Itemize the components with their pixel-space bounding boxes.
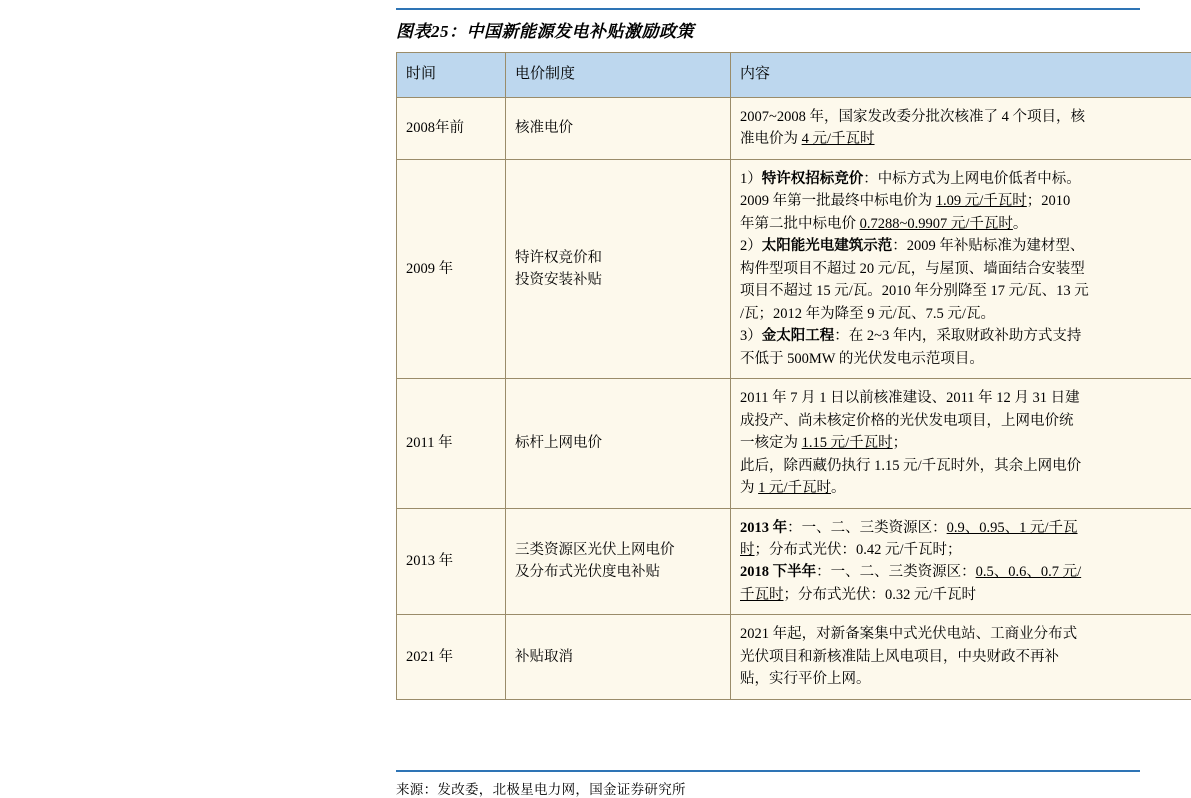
content-segment: 金太阳工程 — [762, 328, 835, 344]
policy-line: 三类资源区光伏上网电价 — [515, 539, 721, 561]
content-line — [740, 668, 1186, 690]
content-line — [740, 410, 1186, 432]
content-segment: 1.09 元/千瓦时 — [936, 193, 1027, 209]
content-line — [740, 646, 1186, 668]
cell-time: 2013 年 — [397, 508, 506, 615]
header-time: 时间 — [397, 53, 506, 98]
figure-title: 图表25：中国新能源发电补贴激励政策 — [396, 10, 1140, 46]
policy-line: 特许权竞价和 — [515, 247, 721, 269]
content-line — [740, 561, 1186, 583]
content-line — [740, 168, 1186, 190]
table-header-row — [397, 53, 1191, 98]
table-row — [397, 379, 1191, 508]
content-segment: 时 — [740, 542, 755, 558]
table-row — [397, 159, 1191, 378]
table-header — [397, 53, 1191, 98]
content-segment: 0.9、0.95、1 元/千瓦 — [947, 520, 1078, 536]
content-segment: /瓦；2012 年为降至 9 元/瓦、7.5 元/瓦。 — [740, 306, 995, 322]
content-segment: 不低于 500MW 的光伏发电示范项目。 — [740, 351, 984, 367]
content-segment: 此后，除西藏仍执行 1.15 元/千瓦时外，其余上网电价 — [740, 458, 1081, 474]
content-segment: 2013 年 — [740, 520, 787, 536]
cell-policy — [506, 159, 731, 378]
cell-policy: 标杆上网电价 — [506, 379, 731, 508]
content-line — [740, 258, 1186, 280]
content-line — [740, 325, 1186, 347]
content-line — [740, 477, 1186, 499]
content-segment: ；分布式光伏：0.32 元/千瓦时 — [784, 587, 977, 603]
policy-line: 及分布式光伏度电补贴 — [515, 561, 721, 583]
cell-content — [731, 615, 1191, 699]
policy-table — [396, 52, 1191, 700]
content-segment: 项目不超过 15 元/瓦。2010 年分别降至 17 元/瓦、13 元 — [740, 283, 1089, 299]
content-segment: 2011 年 7 月 1 日以前核准建设、2011 年 12 月 31 日建 — [740, 390, 1080, 406]
table-row — [397, 98, 1191, 160]
figure-title-block — [396, 8, 1140, 46]
table-row — [397, 508, 1191, 615]
content-line — [740, 387, 1186, 409]
table-row — [397, 615, 1191, 699]
content-line — [740, 348, 1186, 370]
header-content: 内容 — [731, 53, 1191, 98]
content-line — [740, 213, 1186, 235]
content-segment: 构件型项目不超过 20 元/瓦，与屋顶、墙面结合安装型 — [740, 261, 1085, 277]
content-segment: 1.15 元/千瓦时 — [802, 435, 893, 451]
cell-content — [731, 159, 1191, 378]
content-segment: 2） — [740, 238, 762, 254]
content-segment: 3） — [740, 328, 762, 344]
content-segment: 1 元/千瓦时 — [758, 480, 831, 496]
content-line — [740, 517, 1186, 539]
content-segment: ：2009 年补贴标准为建材型、 — [892, 238, 1084, 254]
content-segment: 为 — [740, 480, 758, 496]
content-segment: 0.5、0.6、0.7 元/ — [976, 564, 1082, 580]
content-segment: 光伏项目和新核准陆上风电项目，中央财政不再补 — [740, 649, 1059, 665]
source-note: 来源：发改委，北极星电力网，国金证券研究所 — [396, 772, 1140, 798]
source-block — [396, 770, 1140, 798]
content-line — [740, 584, 1186, 606]
content-segment: ；分布式光伏：0.42 元/千瓦时； — [755, 542, 962, 558]
content-segment: 2018 下半年 — [740, 564, 816, 580]
content-line — [740, 432, 1186, 454]
content-segment: ； — [893, 435, 908, 451]
content-segment: ：一、二、三类资源区： — [787, 520, 947, 536]
content-line — [740, 539, 1186, 561]
content-segment: 太阳能光电建筑示范 — [762, 238, 893, 254]
content-line — [740, 235, 1186, 257]
content-segment: ：中标方式为上网电价低者中标。 — [863, 171, 1081, 187]
cell-policy: 补贴取消 — [506, 615, 731, 699]
policy-line: 投资安装补贴 — [515, 269, 721, 291]
content-segment: 年第二批中标电价 — [740, 216, 860, 232]
content-segment: 2007~2008 年，国家发改委分批次核准了 4 个项目，核 — [740, 109, 1085, 125]
content-segment: 。 — [831, 480, 846, 496]
header-policy: 电价制度 — [506, 53, 731, 98]
content-segment: 0.7288~0.9907 元/千瓦时 — [860, 216, 1013, 232]
content-line — [740, 106, 1186, 128]
content-segment: 2009 年第一批最终中标电价为 — [740, 193, 936, 209]
cell-content — [731, 379, 1191, 508]
cell-time: 2011 年 — [397, 379, 506, 508]
content-line — [740, 303, 1186, 325]
content-segment: 特许权招标竞价 — [762, 171, 864, 187]
content-segment: 2021 年起，对新备案集中式光伏电站、工商业分布式 — [740, 626, 1077, 642]
content-segment: 1） — [740, 171, 762, 187]
content-line — [740, 190, 1186, 212]
cell-content — [731, 508, 1191, 615]
cell-policy — [506, 508, 731, 615]
content-segment: 千瓦时 — [740, 587, 784, 603]
content-segment: 一核定为 — [740, 435, 802, 451]
content-segment: ：一、二、三类资源区： — [816, 564, 976, 580]
table-body — [397, 98, 1191, 700]
content-segment: ；2010 — [1027, 193, 1071, 209]
content-line — [740, 280, 1186, 302]
content-line — [740, 128, 1186, 150]
cell-time: 2021 年 — [397, 615, 506, 699]
content-segment: 。 — [1013, 216, 1028, 232]
content-segment: 准电价为 — [740, 131, 802, 147]
cell-policy: 核准电价 — [506, 98, 731, 160]
content-line — [740, 623, 1186, 645]
cell-content — [731, 98, 1191, 160]
cell-time: 2008年前 — [397, 98, 506, 160]
cell-time: 2009 年 — [397, 159, 506, 378]
content-segment: 4 元/千瓦时 — [802, 131, 875, 147]
content-line — [740, 455, 1186, 477]
content-segment: ：在 2~3 年内，采取财政补助方式支持 — [834, 328, 1081, 344]
content-segment: 成投产、尚未核定价格的光伏发电项目，上网电价统 — [740, 413, 1074, 429]
content-segment: 贴，实行平价上网。 — [740, 671, 871, 687]
